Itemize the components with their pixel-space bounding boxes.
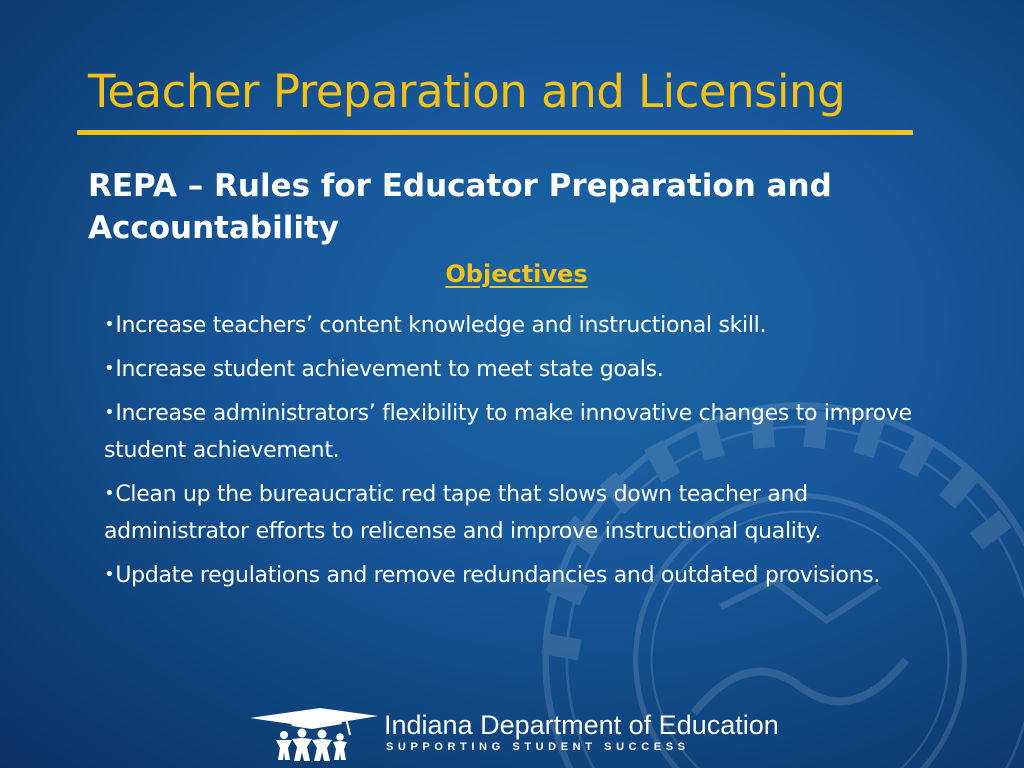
objectives-list bbox=[104, 306, 924, 600]
bullet-marker: • bbox=[104, 483, 115, 504]
bullet-marker: • bbox=[104, 564, 115, 585]
bullet-text: Increase student achievement to meet state goals. bbox=[115, 357, 664, 382]
bullet-text: Update regulations and remove redundancies and outdated provisions. bbox=[115, 563, 881, 588]
bullet-text: Clean up the bureaucratic red tape that slows down teacher and administrator efforts to relicense and improve instructional quality. bbox=[104, 482, 822, 544]
slide-subtitle: REPA – Rules for Educator Preparation and Accountability bbox=[88, 168, 832, 246]
graduation-cap-children-logo-icon bbox=[250, 705, 380, 763]
bullet-marker: • bbox=[104, 358, 115, 379]
slide-title: Teacher Preparation and Licensing bbox=[88, 65, 846, 118]
bullet-text: Increase teachers’ content knowledge and instructional skill. bbox=[115, 313, 767, 338]
objectives-heading: Objectives bbox=[445, 260, 588, 288]
footer-tagline: SUPPORTING STUDENT SUCCESS bbox=[386, 741, 690, 753]
bullet-text: Increase administrators’ flexibility to make innovative changes to improve student achievement. bbox=[104, 401, 912, 463]
list-item bbox=[104, 556, 924, 594]
list-item bbox=[104, 394, 924, 469]
bullet-marker: • bbox=[104, 314, 115, 335]
bullet-marker: • bbox=[104, 402, 115, 423]
footer-org-name: Indiana Department of Education bbox=[384, 710, 779, 740]
list-item bbox=[104, 350, 924, 388]
list-item bbox=[104, 475, 924, 550]
list-item bbox=[104, 306, 924, 344]
title-underline-divider bbox=[77, 130, 913, 135]
